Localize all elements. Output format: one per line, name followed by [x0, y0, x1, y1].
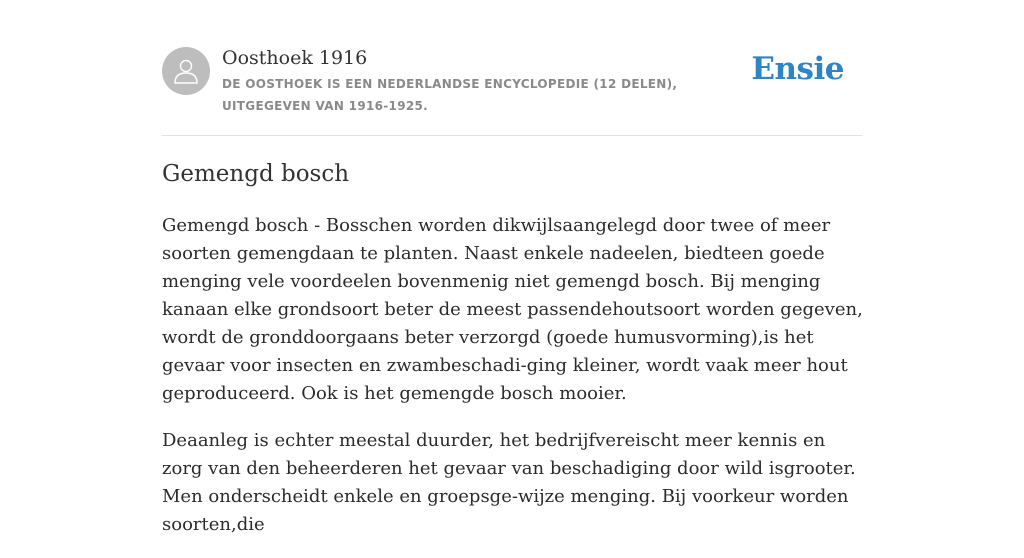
- author-name[interactable]: Oosthoek 1916: [222, 47, 368, 69]
- author-description: DE OOSTHOEK IS EEN NEDERLANDSE ENCYCLOPEDIE (12 DELEN), UITGEGEVEN VAN 1916-1925.: [222, 77, 678, 113]
- paragraph: Gemengd bosch - Bosschen worden dikwijlsaangelegd door twee of meer soorten gemengdaan te planten. Naast enkele nadeelen, biedteen goede menging vele voordeelen bovenmenig niet gemengd bosch. Bij menging kanaan elke grondsoort beter de meest passendehoutsoort worden gegeven, wordt de gronddoorgaans beter verzorgd (goede humusvorming),is het gevaar voor insecten en zwambeschadi-ging kleiner, wordt vaak meer hout geproduceerd. Ook is het gemengde bosch mooier.: [162, 215, 863, 404]
- page-title: Gemengd bosch: [162, 161, 350, 187]
- article-header: [162, 46, 862, 116]
- brand-logo[interactable]: Ensie: [751, 51, 844, 87]
- user-icon: [171, 56, 201, 86]
- paragraph: Deaanleg is echter meestal duurder, het bedrijfvereischt meer kennis en zorg van den beheerderen het gevaar van beschadiging door wild isgrooter. Men onderscheidt enkele en groepsge-wijze menging. Bij voorkeur worden soorten,die: [162, 430, 856, 535]
- article-body: [162, 212, 870, 558]
- avatar[interactable]: [162, 47, 210, 95]
- divider: [162, 135, 862, 136]
